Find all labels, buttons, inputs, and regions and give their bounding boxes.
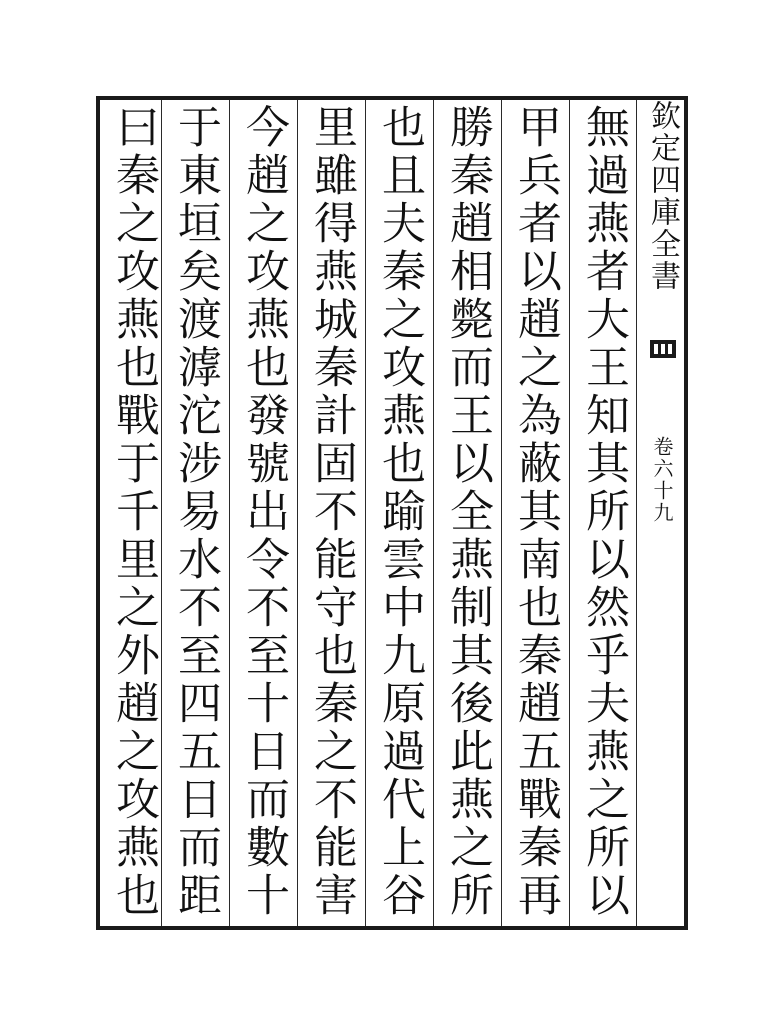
text-column-2: 甲兵者以趙之為蔽其南也秦趙五戰秦再 [510,104,561,920]
column-rule [433,100,434,926]
column-rule [297,100,298,926]
volume-number: 卷六十九 [650,436,674,524]
column-rule [501,100,502,926]
book-title: 欽定四庫全書 [645,100,680,292]
fish-tail-icon [648,334,678,364]
text-column-7: 于東垣矣渡滹沱涉易水不至四五日而距 [170,104,221,920]
column-rule [229,100,230,926]
text-column-5: 里雖得燕城秦計固不能守也秦之不能害 [306,104,357,920]
text-column-6: 今趙之攻燕也發號出令不至十日而數十 [238,104,289,920]
column-rule [569,100,570,926]
column-rule [365,100,366,926]
text-column-4: 也且夫秦之攻燕也踰雲中九原過代上谷 [374,104,425,920]
text-column-1: 無過燕者大王知其所以然乎夫燕之所以 [578,104,629,920]
text-column-3: 勝秦趙相斃而王以全燕制其後此燕之所 [442,104,493,920]
text-column-8: 曰秦之攻燕也戰于千里之外趙之攻燕也 [108,104,159,920]
